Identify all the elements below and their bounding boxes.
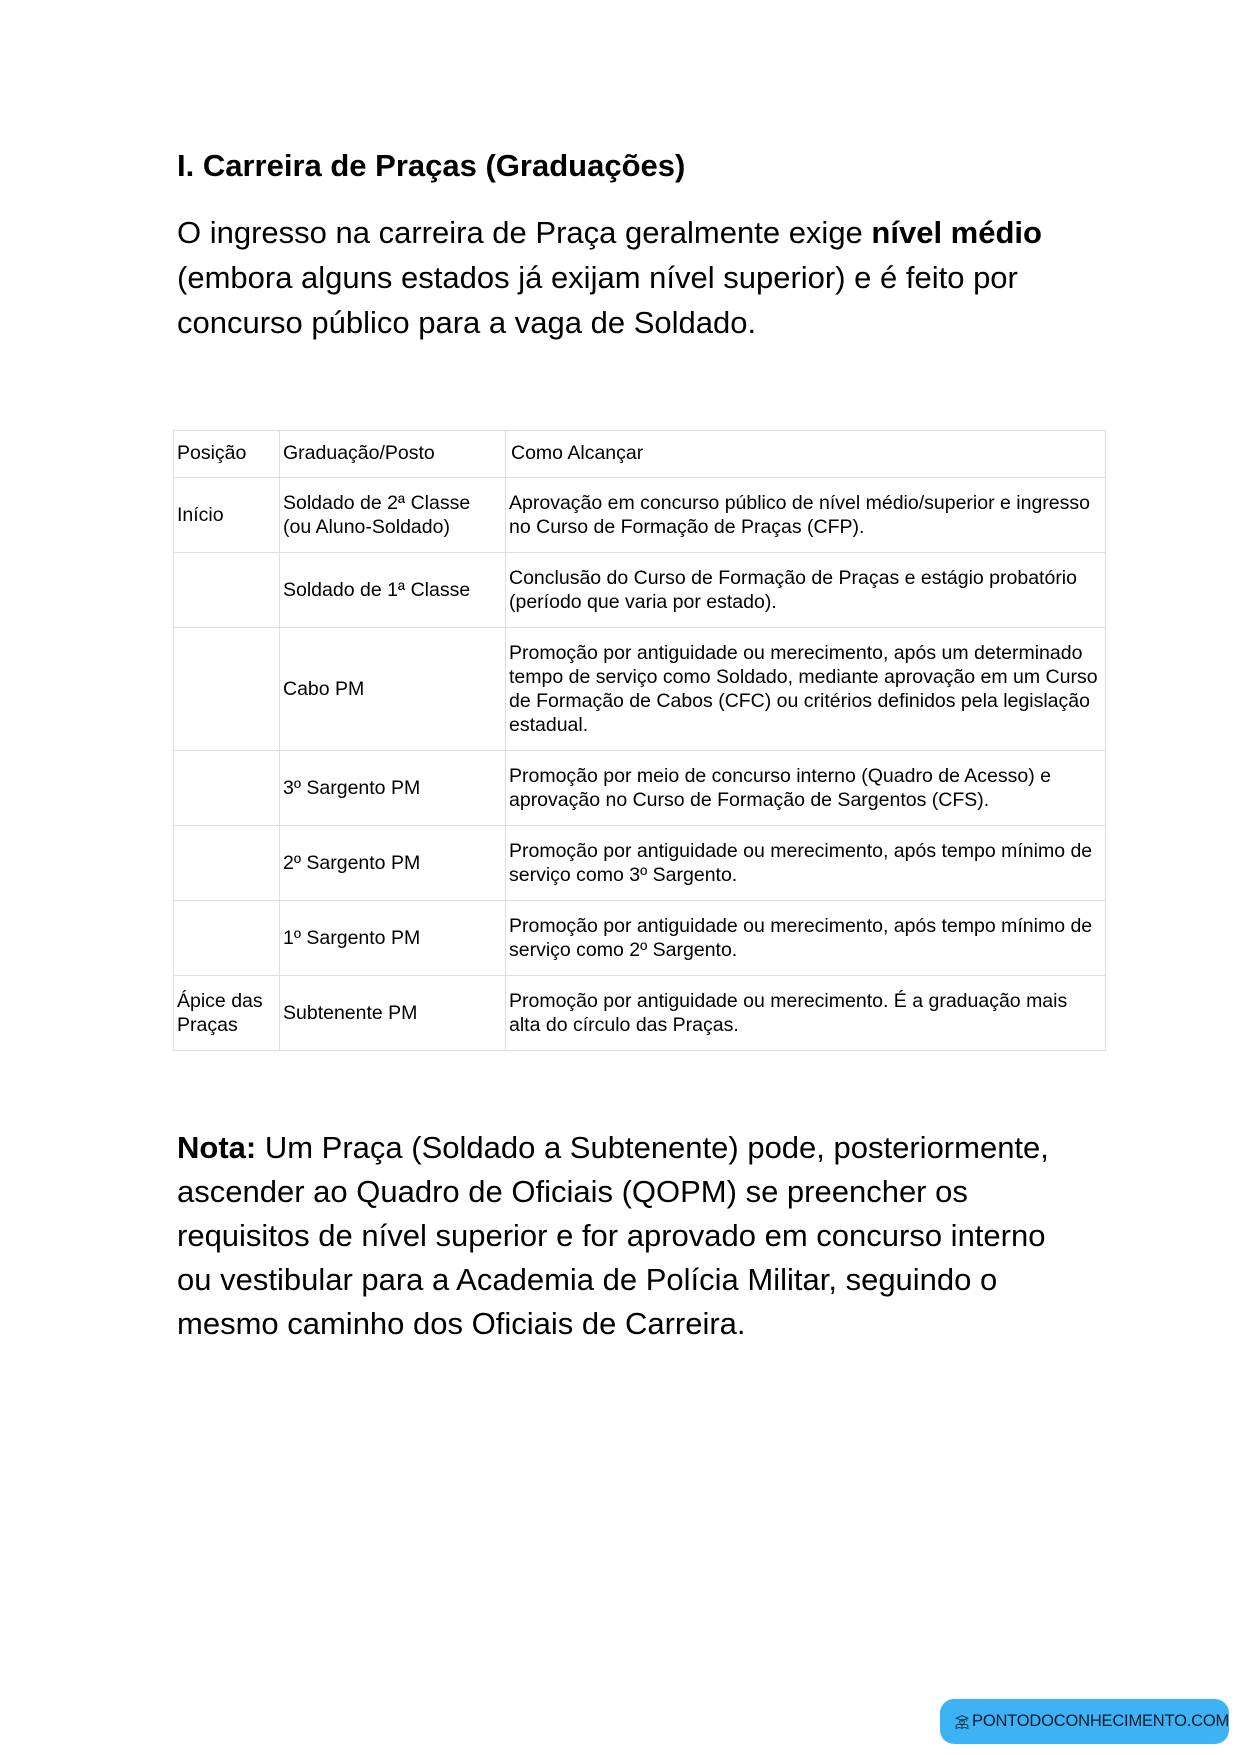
cell-how: Promoção por meio de concurso interno (Quadro de Acesso) e aprovação no Curso de Formação de Sargentos (CFS).: [506, 751, 1106, 826]
note-paragraph: [177, 1126, 1077, 1346]
cell-rank: Subtenente PM: [280, 976, 506, 1051]
cell-rank: 2º Sargento PM: [280, 826, 506, 901]
watermark-text: PONTODOCONHECIMENTO.COM: [972, 1712, 1229, 1730]
cell-position: [174, 553, 280, 628]
table-header-row: [174, 431, 1106, 478]
table-row: [174, 826, 1106, 901]
cell-rank: 1º Sargento PM: [280, 901, 506, 976]
cell-how: Promoção por antiguidade ou merecimento, após um determinado tempo de serviço como Soldado, mediante aprovação em um Curso de Formação de Cabos (CFC) ou critérios definidos pela legislação estadual.: [506, 628, 1106, 751]
intro-bold-text: nível médio: [871, 215, 1042, 250]
header-position: Posição: [174, 431, 280, 478]
cell-rank: Soldado de 2ª Classe (ou Aluno-Soldado): [280, 478, 506, 553]
note-label: Nota:: [177, 1130, 257, 1165]
cell-rank: 3º Sargento PM: [280, 751, 506, 826]
cell-how: Promoção por antiguidade ou merecimento, após tempo mínimo de serviço como 2º Sargento.: [506, 901, 1106, 976]
career-table: [173, 430, 1106, 1051]
table-row: [174, 478, 1106, 553]
table-row: [174, 901, 1106, 976]
graduate-reading-icon: [954, 1707, 970, 1737]
table-row: [174, 628, 1106, 751]
intro-paragraph: [177, 210, 1077, 345]
intro-text-before: O ingresso na carreira de Praça geralmente exige: [177, 215, 872, 250]
cell-position: [174, 901, 280, 976]
cell-how: Promoção por antiguidade ou merecimento. É a graduação mais alta do círculo das Praças.: [506, 976, 1106, 1051]
cell-position: Ápice das Praças: [174, 976, 280, 1051]
cell-rank: Soldado de 1ª Classe: [280, 553, 506, 628]
table-row: [174, 751, 1106, 826]
cell-position: [174, 751, 280, 826]
cell-how: Aprovação em concurso público de nível médio/superior e ingresso no Curso de Formação de Praças (CFP).: [506, 478, 1106, 553]
header-how: Como Alcançar: [506, 431, 1106, 478]
cell-position: [174, 826, 280, 901]
table-row: [174, 976, 1106, 1051]
intro-text-after: (embora alguns estados já exijam nível superior) e é feito por concurso público para a vaga de Soldado.: [177, 260, 1018, 340]
note-text: Um Praça (Soldado a Subtenente) pode, posteriormente, ascender ao Quadro de Oficiais (QOPM) se preencher os requisitos de nível superior e for aprovado em concurso interno ou vestibular para a Academia de Polícia Militar, seguindo o mesmo caminho dos Oficiais de Carreira.: [177, 1130, 1049, 1341]
cell-how: Conclusão do Curso de Formação de Praças e estágio probatório (período que varia por estado).: [506, 553, 1106, 628]
header-rank: Graduação/Posto: [280, 431, 506, 478]
section-heading: I. Carreira de Praças (Graduações): [177, 148, 686, 183]
table-row: [174, 553, 1106, 628]
watermark-badge[interactable]: [940, 1699, 1229, 1744]
cell-how: Promoção por antiguidade ou merecimento, após tempo mínimo de serviço como 3º Sargento.: [506, 826, 1106, 901]
cell-rank: Cabo PM: [280, 628, 506, 751]
cell-position: Início: [174, 478, 280, 553]
cell-position: [174, 628, 280, 751]
